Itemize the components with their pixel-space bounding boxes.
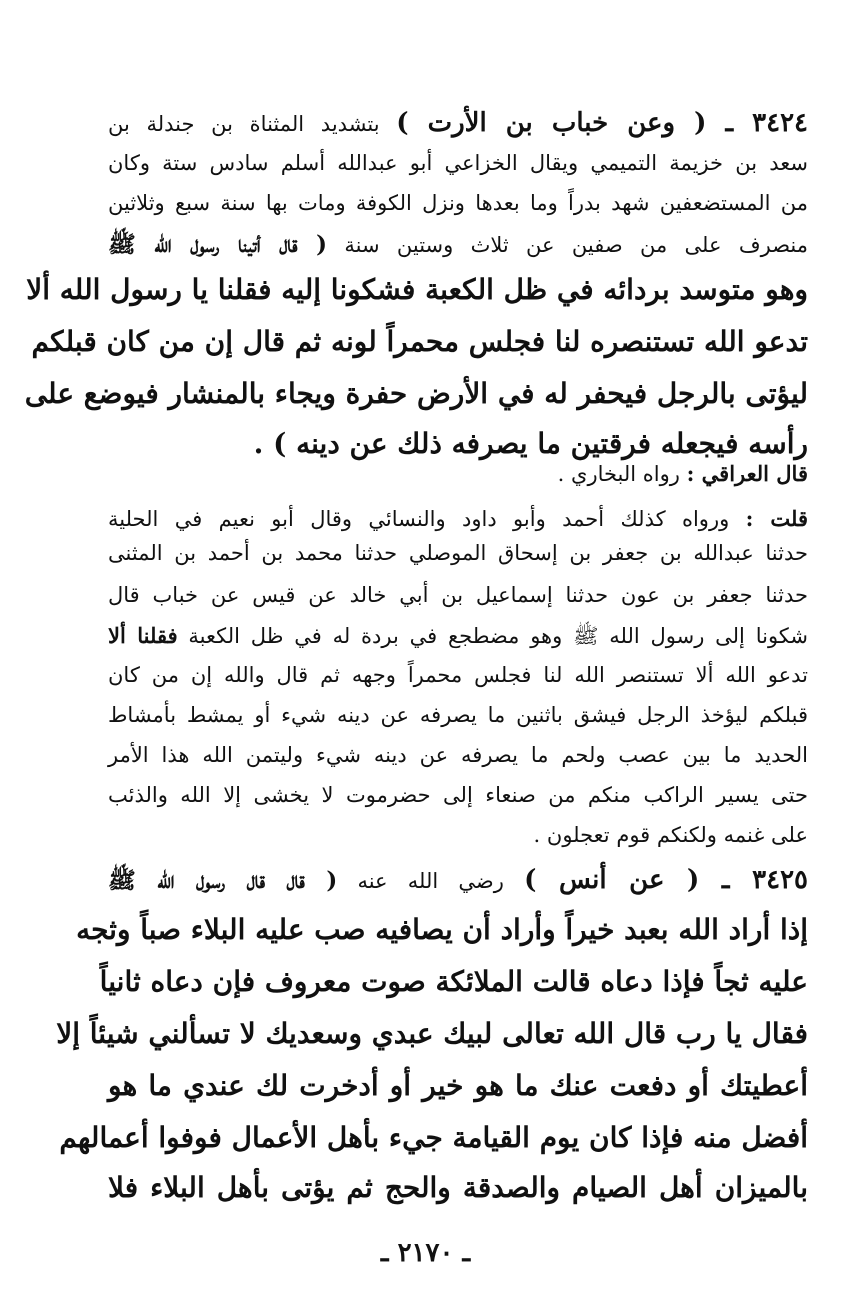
hadith-text-line: أفضل منه فإذا كان يوم القيامة جيء بأهل الأعمال فوفوا أعمالهم <box>59 1121 808 1154</box>
commentary-line: الحديد ما بين عصب ولحم ما يصرفه عن دينه شيء وليتمن الله هذا الأمر <box>108 743 808 767</box>
hadith-text-start: ( قال أتينا رسول الله ﷺ <box>108 231 328 258</box>
iraqi-label: قال العراقي : <box>686 461 808 486</box>
hadith-text-line: بالميزان أهل الصيام والصدقة والحج ثم يؤتى بأهل البلاء فلا <box>108 1171 808 1204</box>
hadith-text-start: ( قال قال رسول الله ﷺ <box>108 867 338 894</box>
hadith-3425-heading-line <box>108 864 808 898</box>
commentary-line: قبلكم ليؤخذ الرجل فيشق باثنين ما يصرفه عن دينه شيء أو يمشط بأمشاط <box>108 703 808 727</box>
commentary-text: شكونا إلى رسول الله ﷺ وهو مضطجع في بردة له في ظل الكعبة <box>177 624 808 648</box>
qultu-label: قلت : <box>745 506 808 531</box>
page-number: ـ ٢١٧٠ ـ <box>380 1238 471 1268</box>
text-line: من المستضعفين شهد بدراً وما بعدها ونزل الكوفة ومات بها سنة سبع وثلاثين <box>108 191 808 215</box>
narrator-note: رضي الله عنه <box>337 869 525 893</box>
commentary-line: حتى يسير الراكب منكم من صنعاء إلى حضرموت لا يخشى إلا الله والذئب <box>108 783 808 807</box>
iraqi-comment-line <box>108 460 808 488</box>
hadith-text-line: عليه ثجاً فإذا دعاه قالت الملائكة صوت معروف فإن دعاه ثانياً <box>99 965 808 998</box>
hadith-3424-heading-line <box>108 107 808 141</box>
narrator-note: بتشديد المثناة بن جندلة بن <box>108 112 397 136</box>
commentary-text: ورواه كذلك أحمد وأبو داود والنسائي وقال أبو نعيم في الحلية <box>108 507 746 531</box>
text-line: سعد بن خزيمة التميمي ويقال الخزاعي أبو عبدالله أسلم سادس ستة وكان <box>108 151 808 175</box>
hadith-text-line: فقال يا رب قال الله تعالى لبيك عبدي وسعديك لا تسألني شيئاً إلا <box>56 1017 808 1050</box>
commentary-line: على غنمه ولكنكم قوم تعجلون . <box>533 823 808 847</box>
commentary-line <box>108 505 808 533</box>
hadith-3424-number-and-narrator: ٣٤٢٤ ـ ( وعن خباب بن الأرت ) <box>396 108 808 138</box>
commentary-line <box>108 622 808 650</box>
hadith-text-line: إذا أراد الله بعبد خيراً وأراد أن يصافيه صب عليه البلاء صباً وثجه <box>76 913 808 946</box>
narrator-note-end: منصرف على من صفين عن ثلاث وستين سنة <box>327 233 808 257</box>
hadith-text-line: أعطيتك أو دفعت عنك ما هو خير أو أدخرت لك عندي ما هو <box>108 1069 808 1102</box>
commentary-bold-text: فقلنا ألا <box>108 623 178 648</box>
hadith-text-line: رأسه فيجعله فرقتين ما يصرفه ذلك عن دينه ) . <box>253 427 808 460</box>
commentary-line: حدثنا عبدالله بن جعفر بن إسحاق الموصلي حدثنا محمد بن أحمد بن المثنى <box>108 541 808 565</box>
commentary-line: تدعو الله ألا تستنصر الله لنا فجلس محمراً وجهه ثم قال والله إن من كان <box>108 663 808 687</box>
iraqi-comment: رواه البخاري . <box>557 462 687 486</box>
hadith-3425-number-and-narrator: ٣٤٢٥ ـ ( عن أنس ) <box>524 865 808 895</box>
hadith-text-line: تدعو الله تستنصره لنا فجلس محمراً لونه ثم قال إن من كان قبلكم <box>31 325 808 358</box>
text-line <box>108 230 808 260</box>
hadith-text-line: وهو متوسد بردائه في ظل الكعبة فشكونا إليه فقلنا يا رسول الله ألا <box>26 273 808 306</box>
hadith-text-line: ليؤتى بالرجل فيحفر له في الأرض حفرة ويجاء بالمنشار فيوضع على <box>24 377 808 410</box>
commentary-line: حدثنا جعفر بن عون حدثنا إسماعيل بن أبي خالد عن قيس عن خباب قال <box>108 583 808 607</box>
